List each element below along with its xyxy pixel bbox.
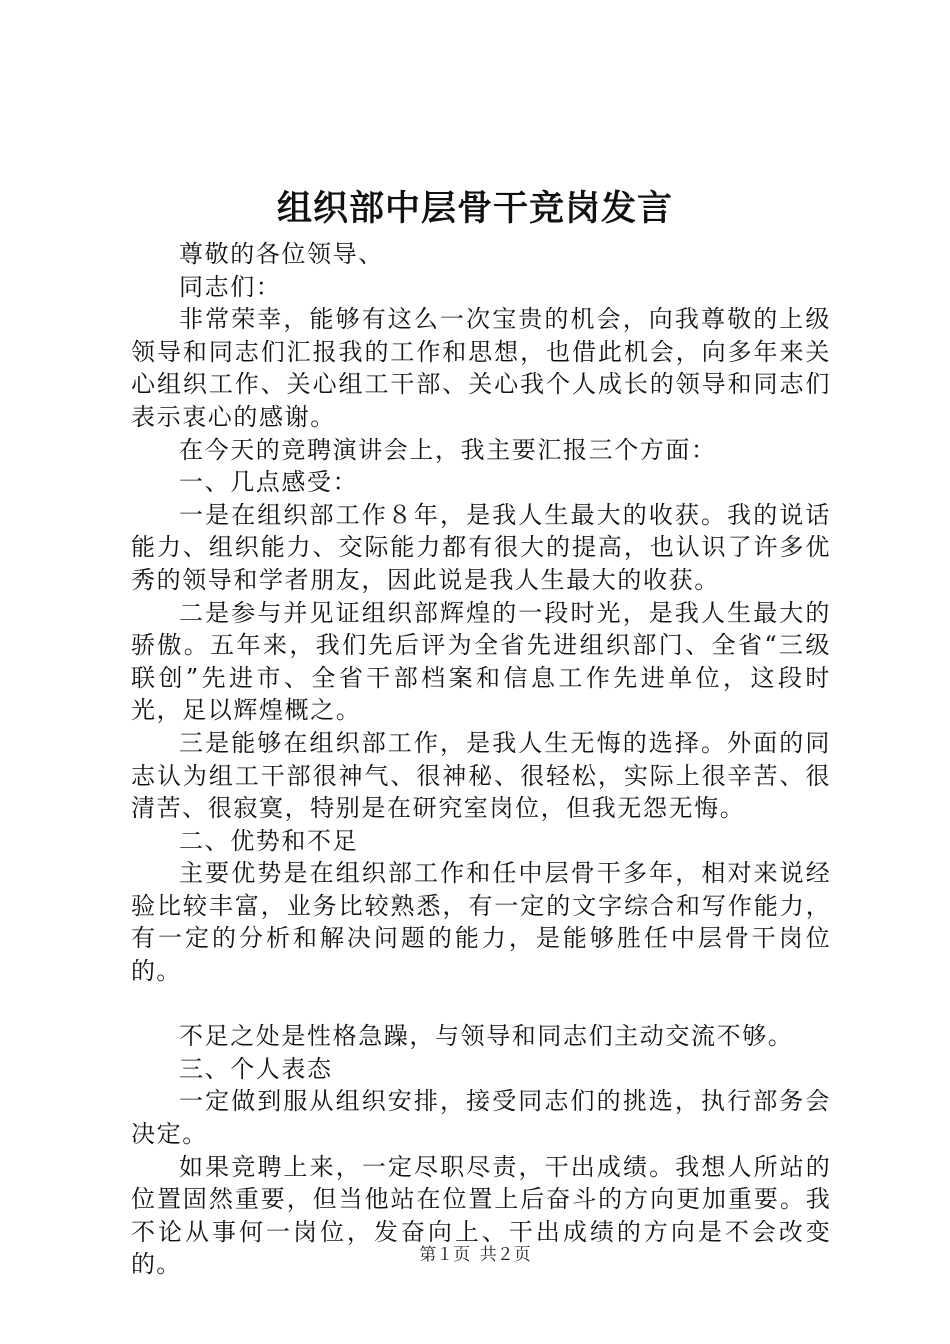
section-heading-1: 一、几点感受： [179, 468, 359, 497]
page-number: 第１页 [419, 1245, 471, 1265]
weakness-paragraph: 不足之处是性格急躁，与领导和同志们主动交流不够。 [179, 1022, 794, 1051]
feeling-paragraph-2: 二是参与并见证组织部辉煌的一段时光，是我人生最大的骄傲。五年来，我们先后评为全省先进组织部门、全省“三级联创”先进市、全省干部档案和信息工作先进单位，这段时光，足以辉煌概之。 [131, 598, 831, 725]
page-footer [0, 1244, 950, 1266]
section-heading-3: 三、个人表态 [179, 1054, 333, 1083]
section-heading-2: 二、优势和不足 [179, 826, 359, 855]
intro-paragraph: 在今天的竞聘演讲会上，我主要汇报三个方面： [179, 435, 717, 464]
salutation-line-1: 尊敬的各位领导、 [179, 240, 384, 268]
document-title: 组织部中层骨干竞岗发言 [276, 188, 673, 229]
page-total: 共２页 [479, 1245, 531, 1265]
commitment-paragraph-2: 如果竞聘上来，一定尽职尽责，干出成绩。我想人所站的位置固然重要，但当他站在位置上后奋斗的方向更加重要。我不论从事何一岗位，发奋向上、干出成绩的方向是不会改变的。 [131, 1152, 831, 1279]
salutation-line-2: 同志们： [179, 272, 282, 301]
feeling-paragraph-1: 一是在组织部工作８年，是我人生最大的收获。我的说话能力、组织能力、交际能力都有很大的提高，也认识了许多优秀的领导和学者朋友，因此说是我人生最大的收获。 [131, 500, 831, 594]
blank-line [131, 988, 831, 1021]
feeling-paragraph-3: 三是能够在组织部工作，是我人生无悔的选择。外面的同志认为组工干部很神气、很神秘、很轻松，实际上很辛苦、很清苦、很寂寞，特别是在研究室岗位，但我无怨无悔。 [131, 728, 831, 823]
strengths-paragraph: 主要优势是在组织部工作和任中层骨干多年，相对来说经验比较丰富，业务比较熟悉，有一定的文字综合和写作能力，有一定的分析和解决问题的能力，是能够胜任中层骨干岗位的。 [131, 859, 831, 986]
document-body [131, 238, 831, 1281]
opening-paragraph: 非常荣幸，能够有这么一次宝贵的机会，向我尊敬的上级领导和同志们汇报我的工作和思想，也借此机会，向多年来关心组织工作、关心组工干部、关心我个人成长的领导和同志们表示衷心的感谢。 [131, 305, 831, 431]
commitment-paragraph-1: 一定做到服从组织安排，接受同志们的挑选，执行部务会决定。 [131, 1087, 831, 1149]
